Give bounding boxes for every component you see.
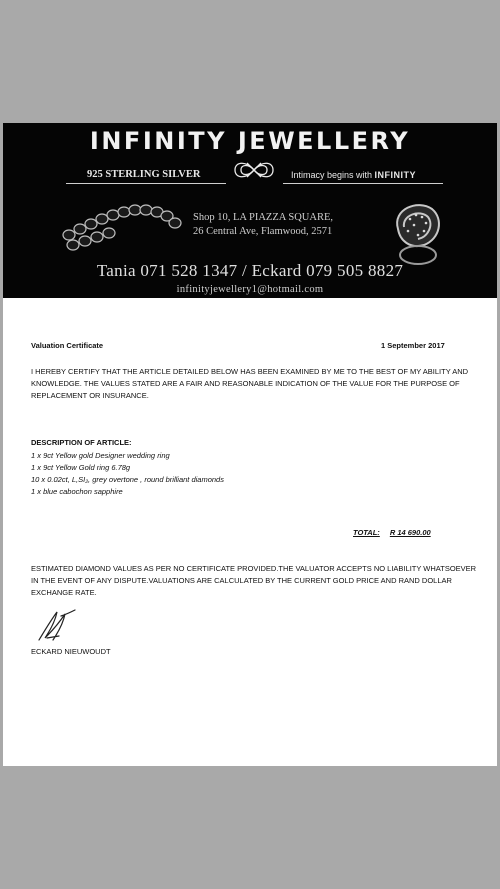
total-amount: R 14 690.00 [389, 528, 431, 537]
sterling-silver-label: 925 STERLING SILVER [87, 169, 201, 180]
address-line-1: Shop 10, LA PIAZZA SQUARE, [193, 212, 334, 223]
article-item: 1 x 9ct Yellow Gold ring 6.78g [31, 463, 131, 472]
contact-email: infinityjewellery1@hotmail.com [176, 284, 324, 295]
tagline [291, 170, 416, 180]
divider-left [66, 183, 226, 184]
handwritten-signature [35, 608, 79, 644]
article-items [31, 450, 224, 498]
certificate-date: 1 September 2017 [381, 341, 445, 350]
letterhead [3, 123, 497, 298]
brand-title: INFINITY JEWELLERY [89, 127, 411, 155]
article-item: 1 x 9ct Yellow gold Designer wedding ring [31, 451, 170, 460]
certification-statement: I HEREBY CERTIFY THAT THE ARTICLE DETAILED BELOW HAS BEEN EXAMINED BY ME TO THE BEST OF MY ABILITY AND KNOWLEDGE. THE VALUES STATED ARE A FAIR AND REASONABLE INDICATION OF THE VALUE FOR THE PURPOSE OF REPLACEMENT OR INSURANCE. [31, 367, 469, 400]
description-heading: DESCRIPTION OF ARTICLE: [31, 438, 132, 447]
address-line-2: 26 Central Ave, Flamwood, 2571 [193, 226, 333, 237]
signer-name: ECKARD NIEUWOUDT [31, 647, 111, 656]
tagline-prefix: Intimacy begins with [291, 170, 375, 180]
contact-phones: Tania 071 528 1347 / Eckard 079 505 8827 [96, 261, 404, 280]
tagline-brand: INFINITY [374, 170, 417, 180]
article-item: 10 x 0.02ct, L,SI₂, grey overtone , round brilliant diamonds [31, 475, 224, 484]
bracelet-image [61, 199, 183, 255]
disclaimer: ESTIMATED DIAMOND VALUES AS PER NO CERTIFICATE PROVIDED.THE VALUATOR ACCEPTS NO LIABILITY WHATSOEVER IN THE EVENT OF ANY DISPUTE.VALUATIONS ARE CALCULATED BY THE CURRENT GOLD PRICE AND RAND DOLLAR EXCHANGE RATE. [31, 564, 477, 597]
infinity-knot-logo [229, 159, 279, 181]
divider-right [283, 183, 443, 184]
total-label: TOTAL: [353, 528, 380, 537]
article-item: 1 x blue cabochon sapphire [31, 487, 123, 496]
certificate-title: Valuation Certificate [31, 341, 104, 350]
total-value [353, 528, 441, 537]
certificate-page [3, 123, 497, 766]
shop-address [193, 211, 333, 239]
ring-image [388, 199, 446, 267]
